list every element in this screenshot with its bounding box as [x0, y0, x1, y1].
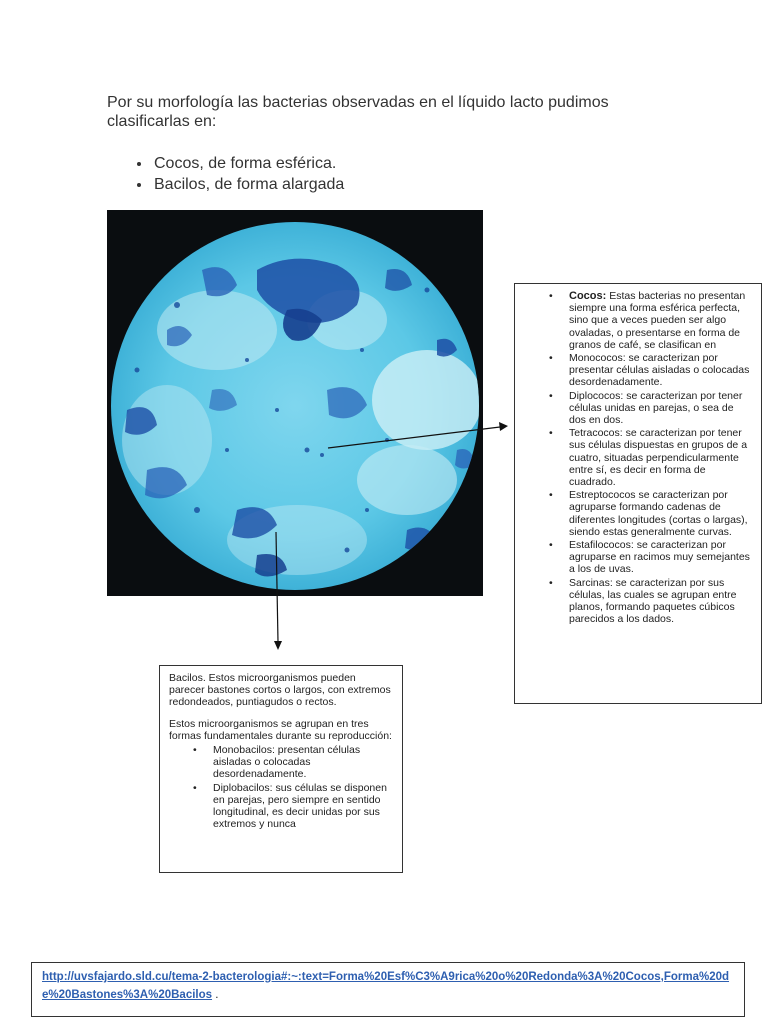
morphology-item-bacilos: • Bacilos, de forma alargada [152, 174, 344, 195]
reference-link[interactable]: http://uvsfajardo.sld.cu/tema-2-bacterologia#:~:text=Forma%20Esf%C3%A9rica%20o%20Redonda%3A%20Cocos,Forma%20de%20Bastones%3A%20Bacilos [42, 971, 730, 1001]
cocos-intro-item [569, 290, 751, 351]
micrograph-image [107, 210, 483, 596]
cocos-item-diplococos: • Diplococos: se caracterizan por tener células unidas en parejas, o sea de dos en dos. [569, 390, 751, 427]
bacilos-list [169, 744, 393, 830]
morphology-list [130, 153, 344, 195]
cocos-item-estreptococos: • Estreptococos se caracterizan por agruparse formando cadenas de diferentes longitudes (cortas o largas), siendo estas generalmente curvas. [569, 489, 751, 538]
bacilos-arrowhead [274, 641, 282, 650]
cocos-lead: Cocos: [569, 290, 607, 302]
cocos-arrowhead [499, 422, 508, 431]
reference-suffix: . [212, 989, 219, 1001]
morphology-item-cocos: • Cocos, de forma esférica. [152, 153, 344, 174]
bacilos-item-diplobacilos: • Diplobacilos: sus células se disponen en parejas, pero siempre en sentido longitudinal, es decir unidas por sus extremos y nunca [213, 782, 393, 831]
bacilos-groups-text: Estos microorganismos se agrupan en tres formas fundamentales durante su reproducción: [169, 717, 392, 742]
cocos-item-estafilococos: • Estafilococos: se caracterizan por agruparse en racimos muy semejantes a los de uvas. [569, 539, 751, 576]
micrograph-field [107, 210, 483, 596]
bacilos-callout [159, 665, 403, 873]
cocos-lead-text: Estas bacterias no presentan siempre una forma esférica perfecta, sino que a veces pueden ser algo ovaladas, o presentarse en forma de granos de café, se clasifican en [569, 290, 746, 351]
reference-box [31, 962, 745, 1017]
cocos-list [525, 290, 751, 625]
bacilos-item-monobacilos: • Monobacilos: presentan células aisladas o colocadas desordenadamente. [213, 744, 393, 781]
cocos-item-sarcinas: • Sarcinas: se caracterizan por sus células, las cuales se agrupan entre planos, formando paquetes cúbicos parecidos a los dados. [569, 577, 751, 626]
cocos-item-monococos: • Monococos: se caracterizan por presentar células aisladas o colocadas desordenadamente. [569, 352, 751, 389]
bacilos-description: Bacilos. Estos microorganismos pueden parecer bastones cortos o largos, con extremos redondeados, puntiagudos o rectos. [169, 672, 391, 709]
cocos-callout [514, 283, 762, 704]
cocos-item-tetracocos: • Tetracocos: se caracterizan por tener sus células dispuestas en grupos de a cuatro, situadas perpendicularmente entre sí, es decir en forma de cuadrado. [569, 427, 751, 488]
intro-text: Por su morfología las bacterias observadas en el líquido lacto pudimos clasificarlas en: [107, 94, 609, 130]
